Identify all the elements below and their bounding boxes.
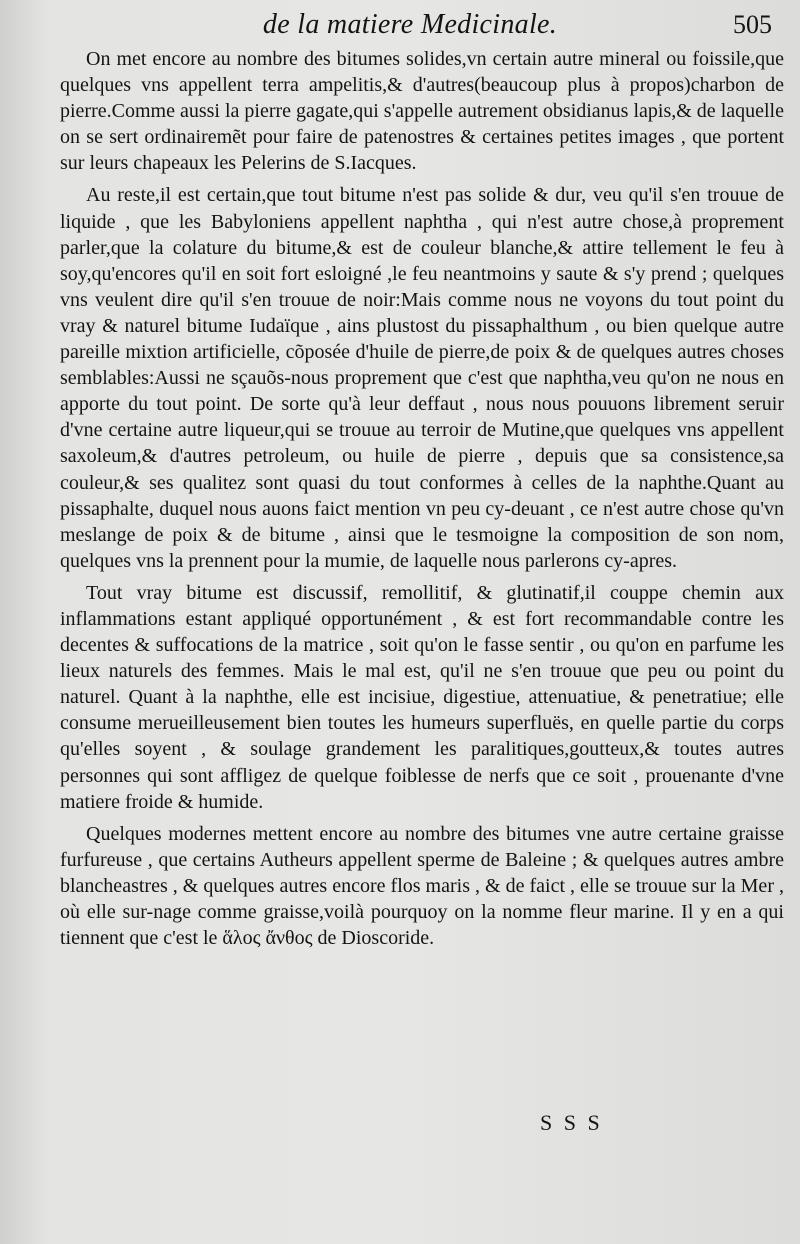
page-number: 505: [733, 10, 772, 39]
running-title: de la matiere Medicinale.: [262, 9, 558, 40]
body-text: [60, 46, 784, 957]
paragraph-virtues: Tout vray bitume est discussif, remollitif, & glutinatif,il couppe chemin aux inflammations estant appliqué opportunément , & est fort recommandable contre les decentes & suffocations de la matrice , soit qu'on le fasse sentir , ou qu'on en parfume les lieux naturels des femmes. Mais le mal est, qu'il ne s'en trouue que peu ou point du naturel. Quant à la naphthe, elle est incisiue, digestiue, attenuatiue, & penetratiue; elle consume merueilleusement bien toutes les humeurs superfluës, en quelle partie du corps qu'elles soyent , & soulage grandement les paralitiques,goutteux,& toutes autres personnes qui sont affligez de quelque foiblesse de nerfs que ce soit , prouenante d'vne matiere froide & humide.: [60, 581, 784, 813]
paragraph-solid-bitumens: On met encore au nombre des bitumes solides,vn certain autre mineral ou foissile,que quelques vns appellent terra ampelitis,& d'autres(beaucoup plus à propos)charbon de pierre.Comme aussi la pierre gagate,qui s'appelle autrement obsidianus lapis,& de laquelle on se sert ordinairemẽt pour faire de patenostres & certaines petites images , que portent sur leurs chapeaux les Pelerins de S.Iacques.: [60, 48, 784, 175]
page-header: [40, 6, 780, 44]
signature-mark: S S S: [540, 1110, 603, 1135]
paragraph-moderns: Quelques modernes mettent encore au nombre des bitumes vne autre certaine graisse furfureuse , que certains Autheurs appellent sperme de Baleine ; & quelques autres ambre blancheastres , & quelques autres encore flos maris , & de faict , elle se trouue sur la Mer , où elle sur-nage comme graisse,voilà pourquoy on la nomme fleur marine. Il y en a qui tiennent que c'est le ἅλος ἄνθος de Dioscoride.: [60, 822, 784, 950]
paragraph-liquid-bitumens: Au reste,il est certain,que tout bitume n'est pas solide & dur, veu qu'il s'en trouue de liquide , que les Babyloniens appellent naphtha , qui n'est autre chose,à proprement parler,que la colature du bitume,& est de couleur blanche,& attire tellement le feu à soy,qu'encores qu'il en soit fort esloigné ,le feu neantmoins y saute & s'y prend ; quelques vns veulent dire qu'il s'en trouue de noir:Mais comme nous ne voyons du tout point du vray & naturel bitume Iudaïque , ains plustost du pissaphalthum , ou bien quelque autre pareille mixtion artificielle, cõposée d'huile de pierre,de poix & de quelques autres choses semblables:Aussi ne sçauõs-nous proprement que c'est que naphtha,veu qu'on ne nous en apporte du tout point. De sorte qu'à leur deffaut , nous nous pouuons librement seruir d'vne certaine autre liqueur,qui se trouue au terroir de Mutine,que quelques vns appellent saxoleum,& d'autres petroleum, ou huile de pierre , depuis que sa consistence,sa couleur,& ses qualitez sont quasi du tout conformes à celles de la naphthe.Quant au pissaphalte, duquel nous auons faict mention vn peu cy-deuant , ce n'est autre chose qu'vn meslange de poix & de bitume , ainsi que le tesmoigne la composition de son nom, quelques vns la prennent pour la mumie, de laquelle nous parlerons cy-apres.: [60, 184, 784, 572]
